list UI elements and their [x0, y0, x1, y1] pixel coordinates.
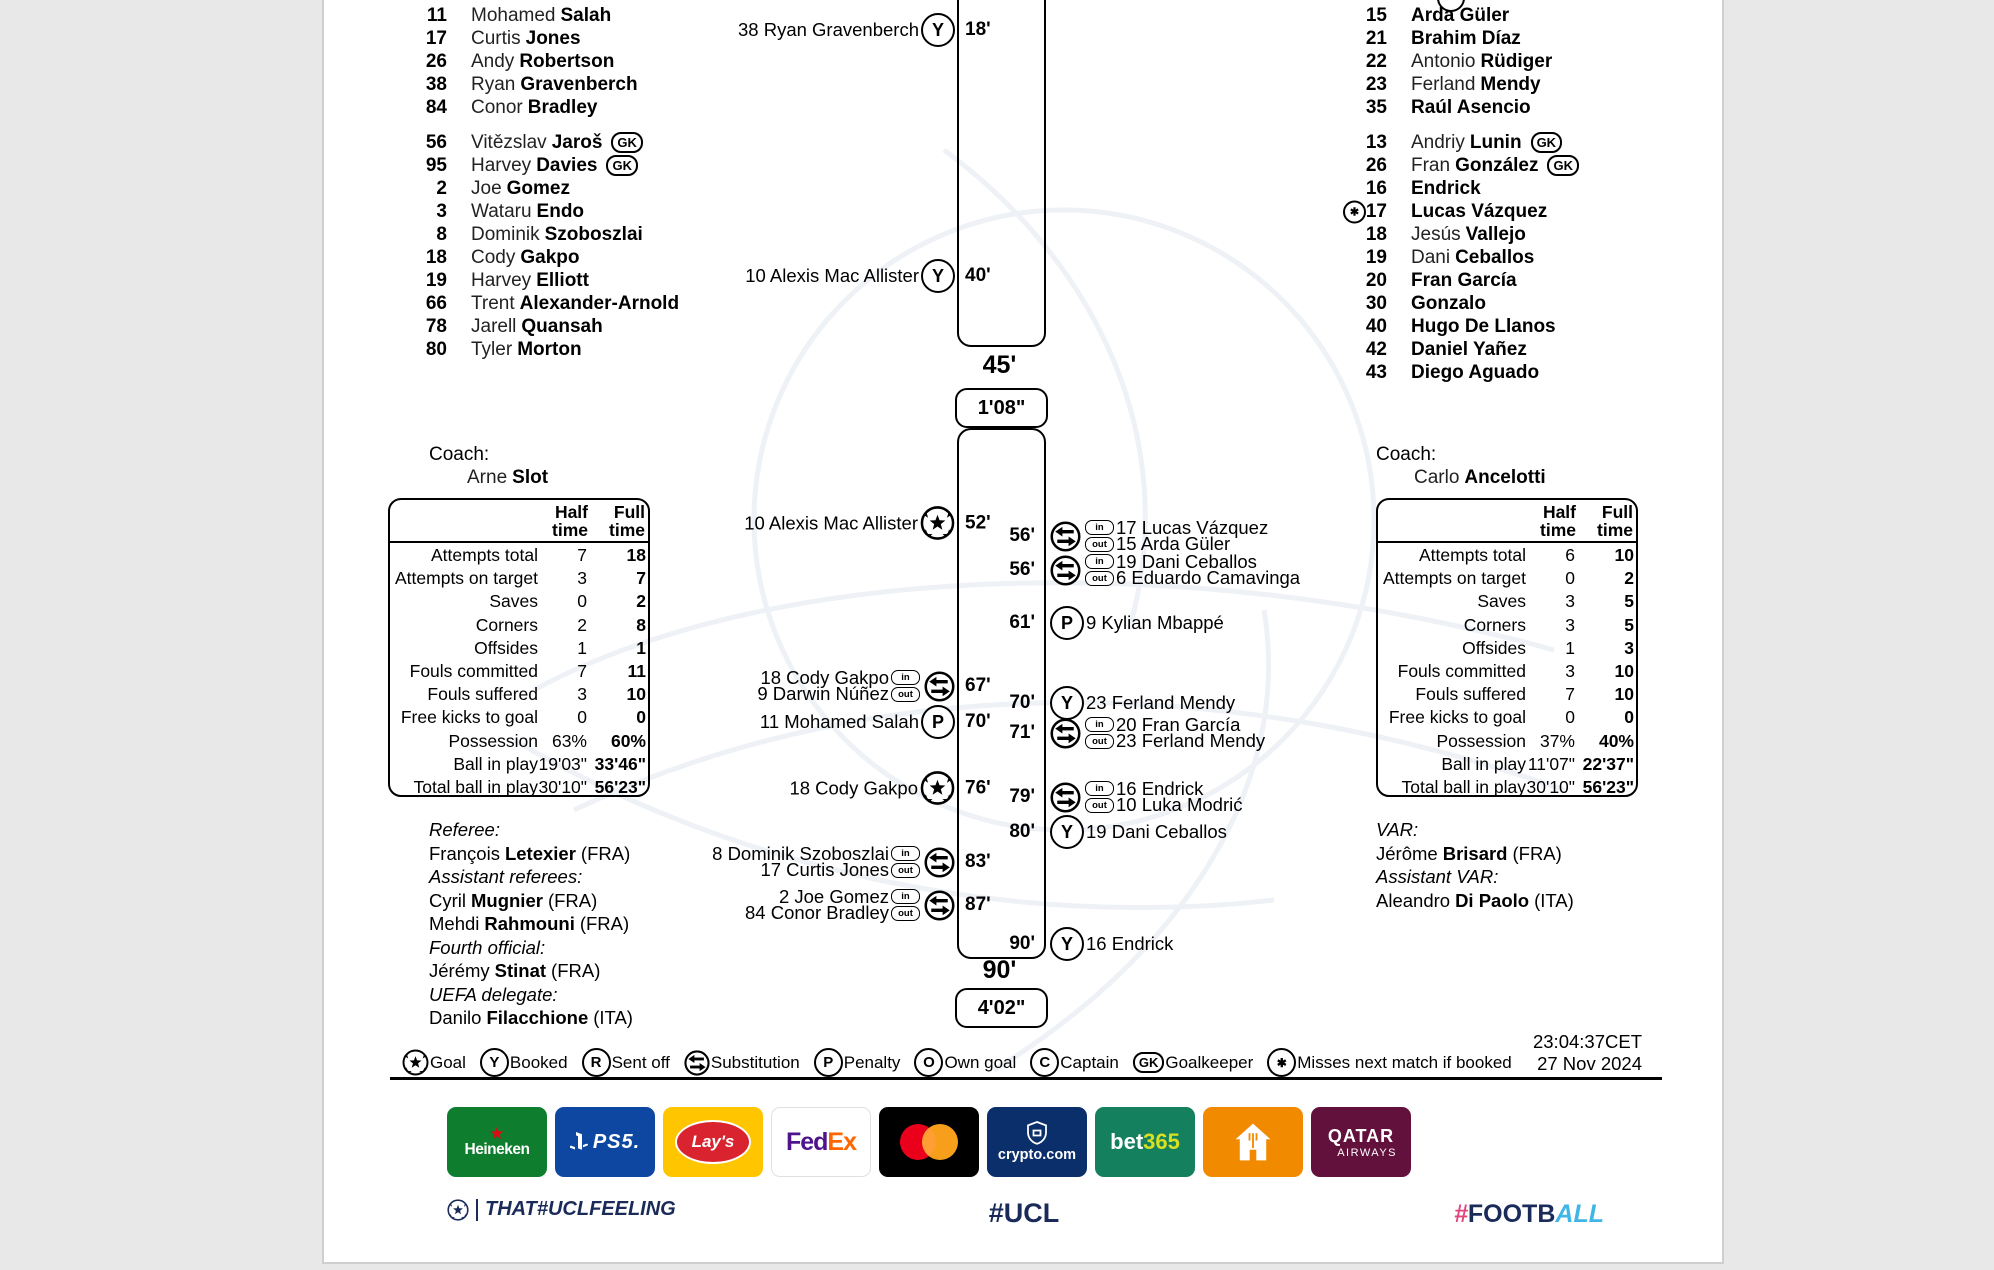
sponsor-heineken: ★ Heineken [447, 1107, 547, 1177]
official-row: Fourth official: [429, 936, 546, 958]
football-hashtag: #FOOTBALL [1453, 1200, 1604, 1228]
event-booking: 38 Ryan Gravenberch Y 18' [738, 13, 957, 47]
heineken-star-icon: ★ [489, 1123, 505, 1143]
event-penalty: P 9 Kylian Mbappé 61' [1048, 606, 1224, 640]
player-name: Hugo De Llanos [1411, 315, 1556, 337]
match-report-sheet [322, 0, 1724, 1264]
second-half-added-time: 4'02" [955, 988, 1048, 1028]
event-goal: 18 Cody Gakpo 76' [789, 771, 957, 806]
event-substitution: 8 Dominik Szoboszlai 17 Curtis Jones in out 83' [712, 843, 991, 880]
footer-divider-line [390, 1077, 1662, 1080]
home-starters-list [402, 4, 638, 119]
player-row [1342, 50, 1552, 73]
player-name: Ferland Mendy [1411, 73, 1541, 95]
player-name: Endrick [1411, 177, 1481, 199]
player-number: 26 [1365, 154, 1387, 176]
sub-in-badge: in [891, 670, 920, 685]
stat-row: Possession 63% 60% [448, 730, 646, 751]
stat-row: Fouls committed 3 10 [1397, 661, 1634, 682]
goalkeeper-badge: GK [1547, 155, 1579, 176]
stat-row: Attempts total 7 18 [431, 545, 646, 566]
captain-icon: C [1030, 1048, 1059, 1077]
divider [476, 1199, 478, 1221]
official-row: UEFA delegate: [429, 983, 558, 1005]
player-row [402, 338, 679, 361]
player-row [402, 27, 638, 50]
substitution-icon [684, 1050, 710, 1076]
substitution-icon [1050, 521, 1081, 552]
player-name: Antonio Rüdiger [1411, 50, 1553, 72]
player-number: 19 [425, 269, 447, 291]
player-number: 56 [425, 131, 447, 153]
player-row [402, 131, 679, 154]
goalkeeper-icon: GK [1133, 1052, 1165, 1073]
player-name: Wataru Endo [471, 200, 585, 222]
player-number: 84 [425, 96, 447, 118]
player-row [402, 154, 679, 177]
crypto-shield-icon [1026, 1121, 1048, 1145]
official-row: Jérôme Brisard (FRA) [1376, 842, 1562, 864]
first-half-bar [957, 0, 1046, 347]
player-name: Daniel Yañez [1411, 338, 1527, 360]
event-booking: Y 23 Ferland Mendy 70' [1048, 686, 1235, 720]
player-number: 40 [1365, 315, 1387, 337]
player-name: Raúl Asencio [1411, 96, 1531, 118]
penalty-icon: P [921, 705, 955, 739]
player-name: Andriy Lunin [1411, 131, 1522, 153]
yellow-card-icon: Y [480, 1048, 509, 1077]
player-number: 95 [425, 154, 447, 176]
sponsor-qatar-airways: QATAR AIRWAYS [1311, 1107, 1411, 1177]
player-name: Tyler Morton [471, 338, 582, 360]
stat-row: Ball in play 11'07" 22'37" [1441, 753, 1634, 774]
player-number: 20 [1365, 269, 1387, 291]
player-row [402, 177, 679, 200]
substitution-icon [924, 671, 955, 702]
player-row [1342, 154, 1579, 177]
player-number: 18 [1365, 223, 1387, 245]
event-substitution: in out 20 Fran García 23 Ferland Mendy 71' [1009, 714, 1266, 751]
first-half-added-time: 1'08" [955, 388, 1048, 428]
second-half-end-label: 90' [982, 956, 1017, 984]
official-row: Referee: [429, 819, 500, 840]
player-row [402, 223, 679, 246]
player-name: Arda Güler [1411, 4, 1510, 26]
event-substitution: in out 16 Endrick 10 Luka Modrić 79' [1009, 778, 1243, 815]
official-row: Cyril Mugnier (FRA) [429, 889, 598, 911]
player-number: 2 [436, 177, 447, 199]
stat-row: Free kicks to goal 0 0 [1388, 707, 1634, 728]
player-name: Jarell Quansah [471, 315, 603, 337]
event-substitution: in out 17 Lucas Vázquez 15 Arda Güler 56' [1009, 517, 1269, 554]
event-booking: 10 Alexis Mac Allister Y 40' [745, 259, 957, 293]
player-row [402, 50, 638, 73]
player-row [402, 269, 679, 292]
sub-in-badge: in [1085, 520, 1114, 535]
player-number: 80 [425, 338, 447, 360]
player-row [402, 246, 679, 269]
player-name: Fran García [1411, 269, 1517, 291]
player-name: Gonzalo [1411, 292, 1486, 314]
penalty-icon: P [814, 1048, 843, 1077]
sub-out-badge: out [891, 906, 920, 921]
home-stats-table: Half time Full time Attempts total 7 18 Attempts on target 3 7 Saves 0 2 Corners 2 8 Offsides 1 1 Fouls committed 7 11 Fouls suffered 3 10 Free kicks to goal 0 0 Possession 63% 60% Ball in play 19'03" 33'46" Total ball in play 30'10" 56'23" [388, 498, 650, 797]
home-subs-list [402, 131, 679, 361]
sub-in-badge: in [891, 846, 920, 861]
player-name: Cody Gakpo [471, 246, 580, 268]
substitution-icon [924, 890, 955, 921]
mastercard-orange-circle [922, 1124, 958, 1160]
player-row [1342, 27, 1552, 50]
event-booking: Y 19 Dani Ceballos 80' [1048, 815, 1227, 849]
player-number: 13 [1365, 131, 1387, 153]
player-number: 23 [1365, 73, 1387, 95]
event-substitution: 2 Joe Gomez 84 Conor Bradley in out 87' [745, 886, 991, 923]
sub-out-badge: out [1085, 734, 1114, 749]
stat-row: Offsides 1 3 [1462, 637, 1634, 658]
player-row [1342, 73, 1552, 96]
player-name: Mohamed Salah [471, 4, 612, 26]
player-name: Harvey Davies [471, 154, 598, 176]
goalkeeper-badge: GK [1531, 132, 1563, 153]
table-divider [1378, 541, 1636, 543]
stat-row: Corners 2 8 [475, 614, 646, 635]
player-row [1342, 246, 1579, 269]
home-coach: Coach: Arne Slot [429, 444, 549, 488]
player-row [1342, 131, 1579, 154]
stat-row: Attempts on target 0 2 [1383, 568, 1634, 589]
player-row [402, 96, 638, 119]
sponsor-ps5: PS5. [555, 1107, 655, 1177]
player-row [1342, 4, 1552, 27]
playstation-icon [570, 1132, 588, 1152]
player-name: Lucas Vázquez [1411, 200, 1548, 222]
player-name: Vitězslav Jaroš [471, 131, 603, 153]
player-number: 18 [425, 246, 447, 268]
player-number: 21 [1365, 27, 1387, 49]
player-name: Andy Robertson [471, 50, 615, 72]
substitution-icon [924, 847, 955, 878]
player-number: 26 [425, 50, 447, 72]
player-name: Diego Aguado [1411, 361, 1540, 383]
sponsor-lays: Lay's [663, 1107, 763, 1177]
stat-row: Fouls suffered 3 10 [427, 684, 646, 705]
event-substitution: 18 Cody Gakpo 9 Darwin Núñez in out 67' [757, 667, 991, 704]
away-starters-list [1342, 4, 1552, 119]
yellow-card-icon: Y [921, 259, 955, 293]
timestamp-date: 27 Nov 2024 [1537, 1053, 1642, 1074]
player-row [1342, 223, 1579, 246]
player-row [402, 73, 638, 96]
stat-row: Attempts total 6 10 [1419, 545, 1634, 566]
player-number: 66 [425, 292, 447, 314]
player-number: 17 [1365, 200, 1387, 222]
own-goal-icon: O [914, 1048, 943, 1077]
official-row: François Letexier (FRA) [429, 842, 631, 864]
player-row [1342, 315, 1579, 338]
stat-row: Attempts on target 3 7 [395, 568, 646, 589]
sponsor-crypto-com: crypto.com [987, 1107, 1087, 1177]
away-subs-list [1342, 131, 1579, 384]
player-name: Brahim Díaz [1411, 27, 1521, 49]
stat-row: Fouls suffered 7 10 [1415, 684, 1634, 705]
yellow-card-icon: Y [921, 13, 955, 47]
player-row [1342, 338, 1579, 361]
sponsor-strip [447, 1107, 1411, 1177]
player-row [1342, 269, 1579, 292]
player-number: 15 [1365, 4, 1387, 26]
starball-icon [447, 1199, 469, 1221]
goal-icon [402, 1049, 429, 1076]
red-card-icon: R [582, 1048, 611, 1077]
player-number: 22 [1365, 50, 1387, 72]
sponsor-mastercard [879, 1107, 979, 1177]
official-row: VAR: [1376, 819, 1419, 840]
stat-row: Total ball in play 30'10" 56'23" [413, 776, 646, 797]
player-number: 35 [1365, 96, 1387, 118]
player-number: 16 [1365, 177, 1387, 199]
sub-out-badge: out [1085, 537, 1114, 552]
player-row [402, 315, 679, 338]
player-name: Curtis Jones [471, 27, 581, 49]
var-block [1376, 818, 1574, 912]
player-number: 30 [1365, 292, 1387, 314]
stat-row: Ball in play 19'03" 33'46" [453, 753, 646, 774]
sub-in-badge: in [1085, 717, 1114, 732]
yellow-card-icon: Y [1050, 686, 1084, 720]
that-ucl-feeling-text: THAT#UCLFEELING [485, 1198, 676, 1220]
coach-label: Coach: [429, 444, 490, 465]
timestamp-time: 23:04:37CET [1532, 1031, 1642, 1052]
event-substitution: in out 19 Dani Ceballos 6 Eduardo Camavinga 56' [1009, 551, 1301, 588]
misses-next-icon: ✱ [1267, 1048, 1296, 1077]
player-name: Fran González [1411, 154, 1539, 176]
player-name: Conor Bradley [471, 96, 598, 118]
player-name: Harvey Elliott [471, 269, 589, 291]
player-row [1342, 292, 1579, 315]
sponsor-bet365: bet 365 [1095, 1107, 1195, 1177]
yellow-card-icon: Y [1050, 927, 1084, 961]
sponsor-fedex: Fed Ex [771, 1107, 871, 1177]
sub-out-badge: out [1085, 571, 1114, 586]
just-eat-house-icon [1231, 1121, 1275, 1163]
event-penalty: 11 Mohamed Salah P 70' [760, 705, 957, 739]
event-booking: Y 16 Endrick 90' [1048, 927, 1173, 961]
goalkeeper-badge: GK [606, 155, 638, 176]
sub-out-badge: out [891, 687, 920, 702]
player-row [1342, 177, 1579, 200]
away-coach: Coach: Carlo Ancelotti [1376, 444, 1546, 488]
goal-icon [920, 506, 955, 541]
stat-row: Total ball in play 30'10" 56'23" [1401, 776, 1634, 797]
player-row [1342, 200, 1579, 223]
stat-row: Free kicks to goal 0 0 [400, 707, 646, 728]
referees-block [429, 818, 633, 1030]
event-goal: 10 Alexis Mac Allister 52' [744, 506, 957, 541]
official-row: Aleandro Di Paolo (ITA) [1376, 889, 1574, 911]
official-row: Danilo Filacchione (ITA) [429, 1007, 633, 1028]
ucl-feeling-lockup [447, 1198, 676, 1221]
player-number: 19 [1365, 246, 1387, 268]
table-divider [390, 541, 648, 543]
official-row: Mehdi Rahmouni (FRA) [429, 913, 630, 934]
player-number: 42 [1365, 338, 1387, 360]
player-number: 78 [425, 315, 447, 337]
player-row [1342, 96, 1552, 119]
official-row: Jérémy Stinat (FRA) [429, 960, 601, 981]
player-name: Dominik Szoboszlai [471, 223, 643, 245]
substitution-icon [1050, 718, 1081, 749]
ucl-hashtag: #UCL [988, 1198, 1060, 1228]
stat-row: Fouls committed 7 11 [409, 661, 646, 682]
player-row [402, 4, 638, 27]
penalty-icon: P [1050, 606, 1084, 640]
stat-row: Corners 3 5 [1463, 614, 1634, 635]
sponsor-just-eat [1203, 1107, 1303, 1177]
goalkeeper-badge: GK [611, 132, 643, 153]
player-name: Trent Alexander-Arnold [471, 292, 680, 314]
first-half-end-label: 45' [982, 351, 1017, 379]
yellow-card-icon: Y [1050, 815, 1084, 849]
player-row [402, 200, 679, 223]
player-number: 17 [425, 27, 447, 49]
sub-out-badge: out [891, 863, 920, 878]
player-row [1342, 361, 1579, 384]
stat-row: Saves 0 2 [489, 591, 646, 612]
substitution-icon [1050, 782, 1081, 813]
sub-in-badge: in [891, 889, 920, 904]
player-name: Dani Ceballos [1411, 246, 1535, 268]
sub-in-badge: in [1085, 554, 1114, 569]
away-stats-table: Half time Full time Attempts total 6 10 Attempts on target 0 2 Saves 3 5 Corners 3 5 Offsides 1 3 Fouls committed 3 10 Fouls suffered 7 10 Free kicks to goal 0 0 Possession 37% 40% Ball in play 11'07" 22'37" Total ball in play 30'10" 56'23" [1376, 498, 1638, 797]
player-name: Jesús Vallejo [1411, 223, 1526, 245]
sub-in-badge: in [1085, 781, 1114, 796]
player-number: 38 [425, 73, 447, 95]
goal-icon [920, 771, 955, 806]
player-name: Joe Gomez [471, 177, 570, 199]
player-number: 8 [436, 223, 447, 245]
legend: Goal Y Booked R Sent off Substitution P Penalty O Own goal C Captain GK Goalkeeper ✱ Misses next match if booked [402, 1048, 1512, 1077]
sub-out-badge: out [1085, 798, 1114, 813]
official-row: Assistant referees: [429, 866, 583, 887]
stat-row: Saves 3 5 [1477, 591, 1634, 612]
coach-label: Coach: [1376, 444, 1437, 465]
player-number: 3 [436, 200, 447, 222]
player-number: 43 [1365, 361, 1387, 383]
official-row: Assistant VAR: [1376, 866, 1499, 887]
player-row [402, 292, 679, 315]
player-number: 11 [426, 4, 447, 26]
stat-row: Offsides 1 1 [474, 637, 646, 658]
player-name: Ryan Gravenberch [471, 73, 638, 95]
substitution-icon [1050, 555, 1081, 586]
timestamp [1533, 1031, 1642, 1075]
stat-row: Possession 37% 40% [1436, 730, 1634, 751]
misses-next-icon: ✱ [1343, 200, 1366, 223]
